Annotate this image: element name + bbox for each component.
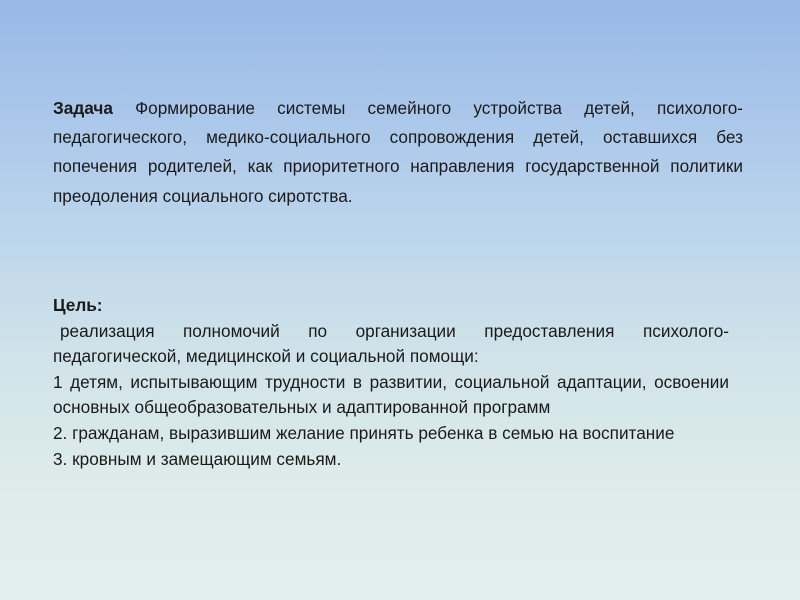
goal-item-3: 3. кровным и замещающим семьям. bbox=[53, 448, 342, 469]
task-title: Задача bbox=[53, 98, 113, 118]
goal-title: Цель: bbox=[53, 295, 103, 315]
goal-item-1: 1 детям, испытывающим трудности в развитии, социальной адаптации, освоении основных общеобразовательных и адаптированной программ bbox=[53, 371, 729, 418]
task-text: Формирование системы семейного устройства детей, психолого-педагогического, медико-социального сопровождения детей, оставшихся без попечения родителей, как приоритетного направления государственной политики преодоления социального сиротства. bbox=[53, 98, 743, 206]
goal-item-2: 2. гражданам, выразившим желание принять ребенка в семью на воспитание bbox=[53, 422, 675, 443]
task-paragraph bbox=[53, 94, 743, 211]
goal-section bbox=[53, 293, 729, 472]
goal-description: реализация полномочий по организации предоставления психолого-педагогической, медицинской и социальной помощи: bbox=[53, 320, 729, 367]
